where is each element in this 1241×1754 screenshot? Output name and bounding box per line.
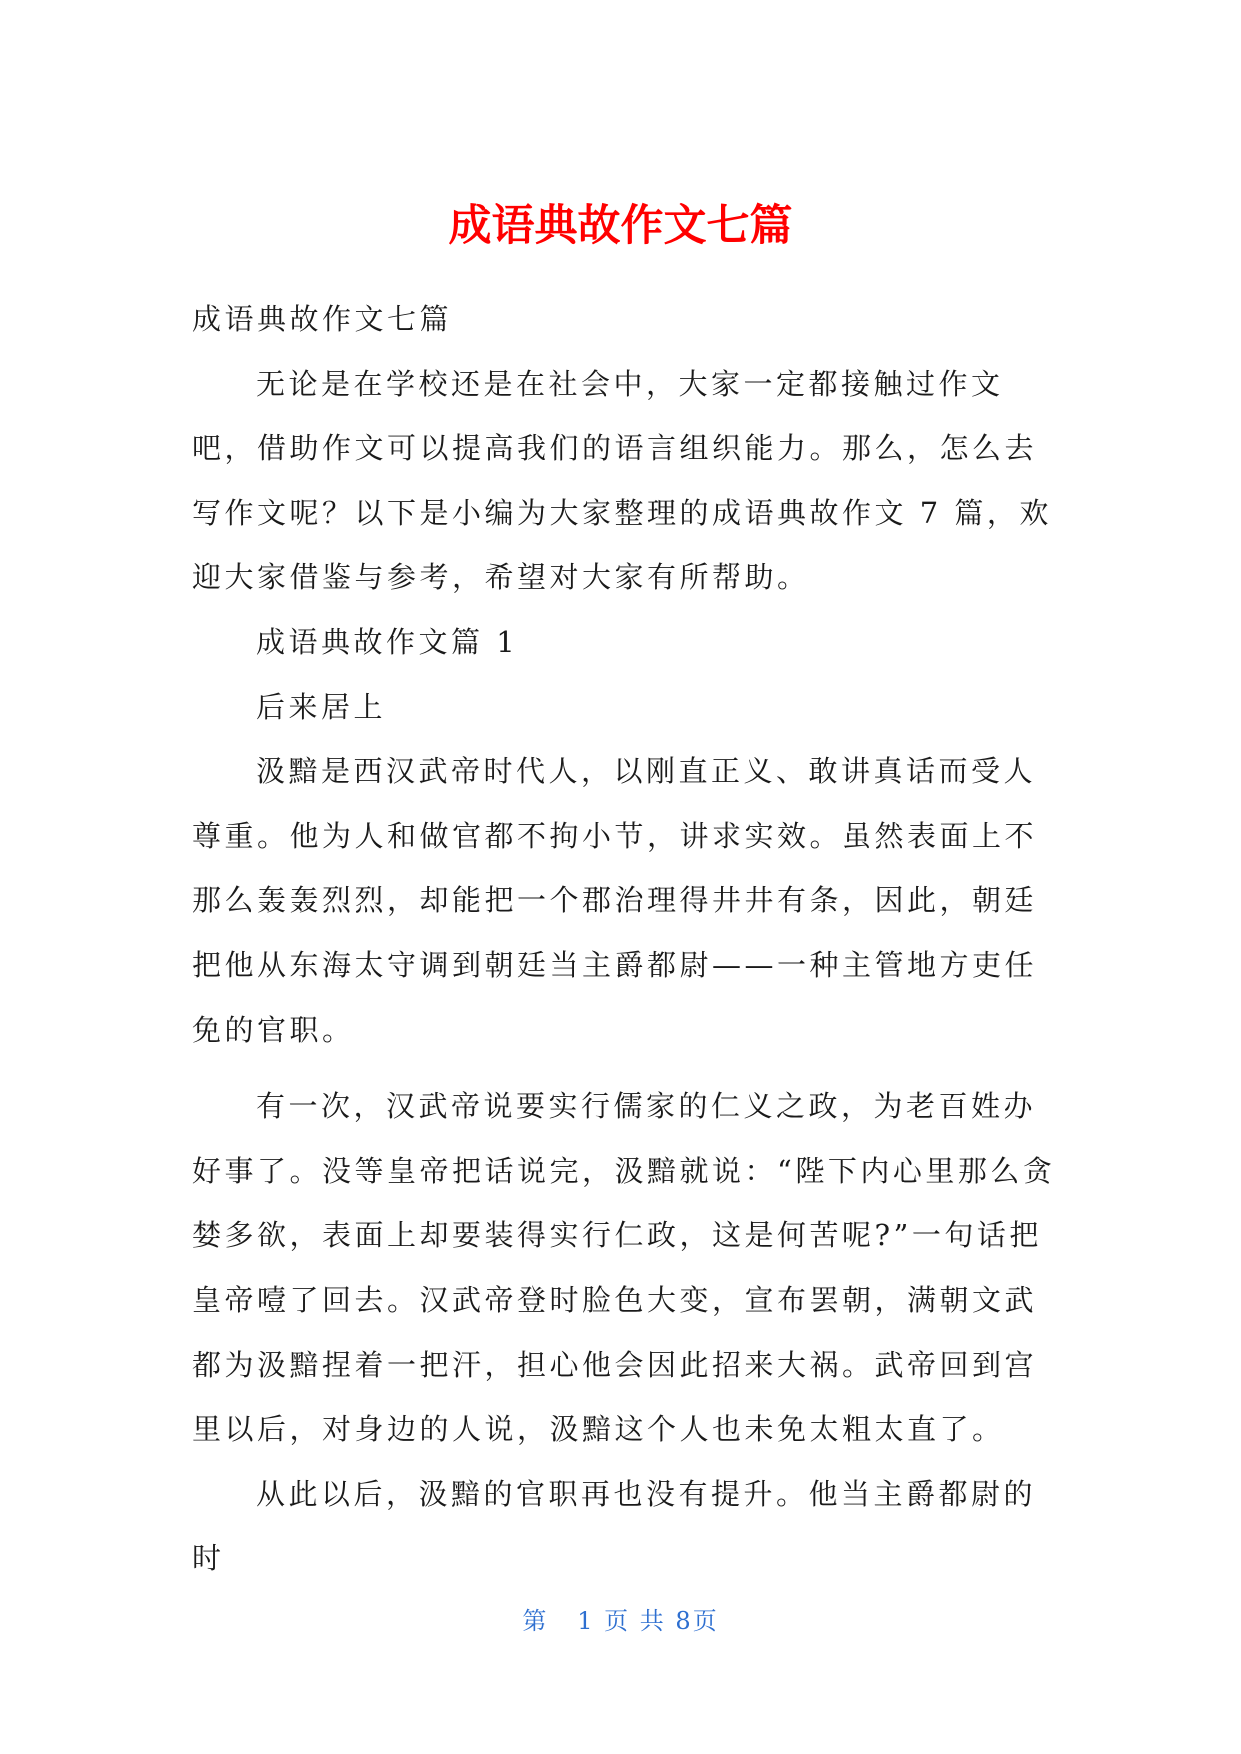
footer-prefix: 第: [522, 1607, 549, 1635]
document-body: [192, 287, 1064, 1591]
footer-total-pages: 8: [675, 1607, 693, 1635]
paragraph-gap: [192, 1062, 1064, 1074]
subtitle-line: 成语典故作文七篇: [192, 302, 453, 336]
intro-paragraph: 无论是在学校还是在社会中，大家一定都接触过作文吧，借助作文可以提高我们的语言组织能力。那么，怎么去写作文呢？以下是小编为大家整理的成语典故作文 7 篇，欢迎大家借鉴与参考，希望对大家有所帮助。: [192, 366, 1052, 595]
footer-current-page: 1: [577, 1607, 595, 1635]
story-paragraph: 汲黯是西汉武帝时代人，以刚直正义、敢讲真话而受人尊重。他为人和做官都不拘小节，讲求实效。虽然表面上不那么轰轰烈烈，却能把一个郡治理得井井有条，因此，朝廷把他从东海太守调到朝廷当主爵都尉——一种主管地方吏任免的官职。: [192, 754, 1038, 1047]
footer-middle: 页 共: [604, 1607, 666, 1635]
idiom-heading: 后来居上: [256, 689, 387, 724]
page-footer: [0, 1605, 1241, 1637]
footer-suffix: 页: [692, 1607, 719, 1635]
document-title: 成语典故作文七篇: [448, 201, 793, 251]
story-paragraph: 有一次，汉武帝说要实行儒家的仁义之政，为老百姓办好事了。没等皇帝把话说完，汲黯就说：“陛下内心里那么贪婪多欲，表面上却要装得实行仁政，这是何苦呢?”一句话把皇帝噎了回去。汉武帝登时脸色大变，宣布罢朝，满朝文武都为汲黯捏着一把汗，担心他会因此招来大祸。武帝回到宫里以后，对身边的人说，汲黯这个人也未免太粗太直了。: [192, 1089, 1056, 1447]
section-heading: 成语典故作文篇 1: [256, 624, 519, 659]
story-paragraph: 从此以后，汲黯的官职再也没有提升。他当主爵都尉的时: [192, 1476, 1037, 1576]
